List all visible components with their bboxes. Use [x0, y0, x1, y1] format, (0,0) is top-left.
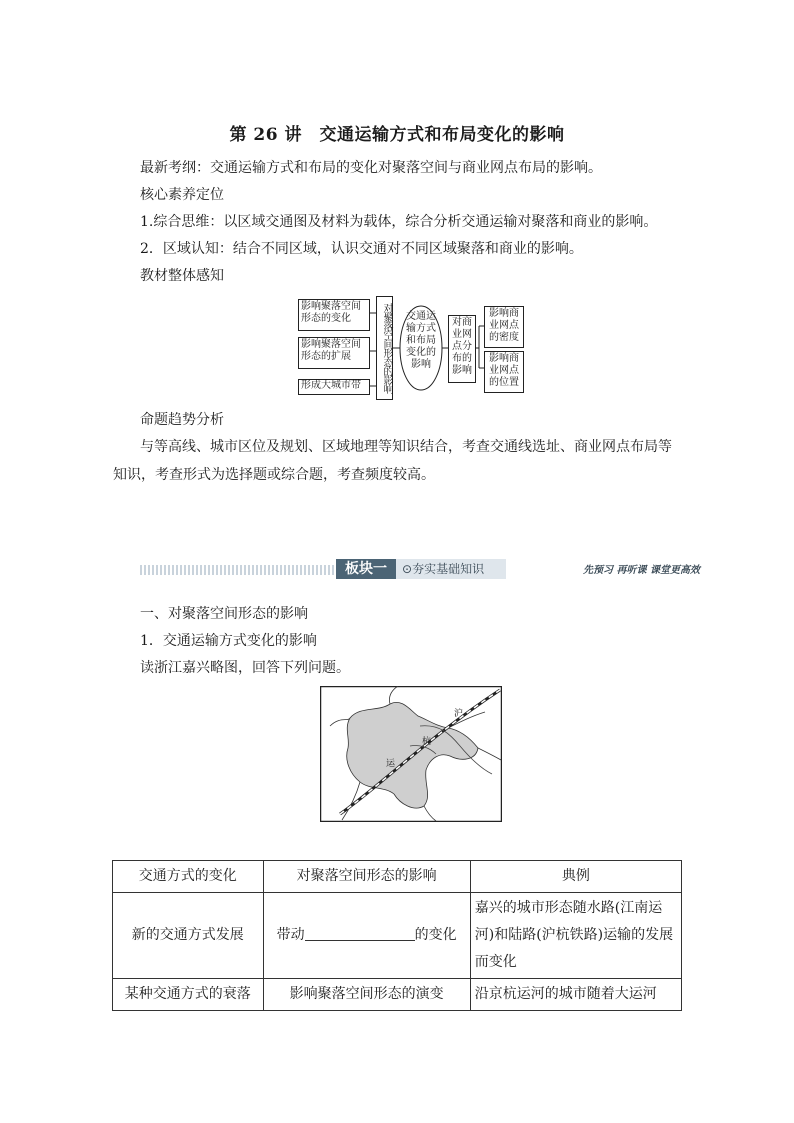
table-header: 对聚落空间形态的影响: [263, 861, 470, 893]
banner-subtitle: ⊙夯实基础知识: [402, 562, 485, 576]
table-cell: 某种交通方式的衰落: [113, 979, 264, 1011]
banner-subtitle-text: 夯实基础知识: [412, 562, 485, 576]
jiaxing-map: [320, 686, 502, 822]
table-header: 交通方式的变化: [113, 861, 264, 893]
banner-title: 板块一: [336, 559, 396, 579]
banner-badge: [336, 559, 506, 579]
table-cell: 影响聚落空间形态的演变: [263, 979, 470, 1011]
section-instruction: 读浙江嘉兴略图，回答下列问题。: [140, 660, 350, 676]
banner-slogan: 先预习 再听课 课堂更高效: [583, 565, 700, 576]
map-graphic: [320, 686, 502, 822]
item-2: 2．区域认知：结合不同区域，认识交通对不同区域聚落和商业的影响。: [140, 241, 583, 257]
answer-blank[interactable]: [305, 926, 415, 941]
map-label-hang: 杭: [422, 737, 432, 747]
diagram-left-2: 影响聚落空间形态的扩展: [298, 337, 370, 369]
diagram-left-3: 形成大城市带: [298, 379, 370, 395]
map-label-yun: 运: [386, 759, 396, 769]
diagram-right-1: 影响商业网点的密度: [484, 306, 524, 348]
cell-suffix: 的变化: [414, 927, 457, 943]
section-heading: 一、对聚落空间形态的影响: [140, 606, 308, 622]
section-banner: [140, 557, 700, 583]
table-header: 典例: [470, 861, 681, 893]
page-title: 第 26 讲 交通运输方式和布局变化的影响: [229, 125, 565, 145]
info-table: [112, 860, 682, 1011]
banner-stripe: [140, 565, 335, 575]
concept-diagram: [296, 293, 526, 401]
diagram-left-bracket: 对聚落空间形态的影响: [376, 296, 393, 400]
mingti-heading: 命题趋势分析: [140, 412, 224, 428]
item-1: 1.综合思维：以区域交通图及材料为载体，综合分析交通运输对聚落和商业的影响。: [140, 214, 658, 230]
section-sub: 1．交通运输方式变化的影响: [140, 633, 317, 649]
kaogang-line: 最新考纲：交通运输方式和布局的变化对聚落空间与商业网点布局的影响。: [140, 160, 602, 176]
jiaocai-heading: 教材整体感知: [140, 268, 224, 284]
trend-paragraph: 与等高线、城市区位及规划、区域地理等知识结合，考查交通线选址、商业网点布局等知识，考查形式为选择题或综合题，考查频度较高。: [113, 439, 672, 483]
cell-prefix: 带动: [276, 927, 305, 943]
table-row: [113, 979, 682, 1011]
diagram-left-1: 影响聚落空间形态的变化: [298, 299, 370, 331]
diagram-right-bracket: 对商业网点分布的影响: [448, 315, 476, 383]
diagram-right-2: 影响商业网点的位置: [484, 351, 524, 393]
table-cell: 新的交通方式发展: [113, 893, 264, 979]
table-cell-blank: [263, 893, 470, 979]
table-row: [113, 893, 682, 979]
hexin-heading: 核心素养定位: [140, 187, 224, 203]
map-label-hu: 沪: [454, 709, 464, 719]
diagram-center: 交通运输方式和布局变化的影响: [406, 311, 436, 370]
table-header-row: [113, 861, 682, 893]
table-cell: 嘉兴的城市形态随水路(江南运河)和陆路(沪杭铁路)运输的发展而变化: [470, 893, 681, 979]
table-cell: 沿京杭运河的城市随着大运河: [470, 979, 681, 1011]
